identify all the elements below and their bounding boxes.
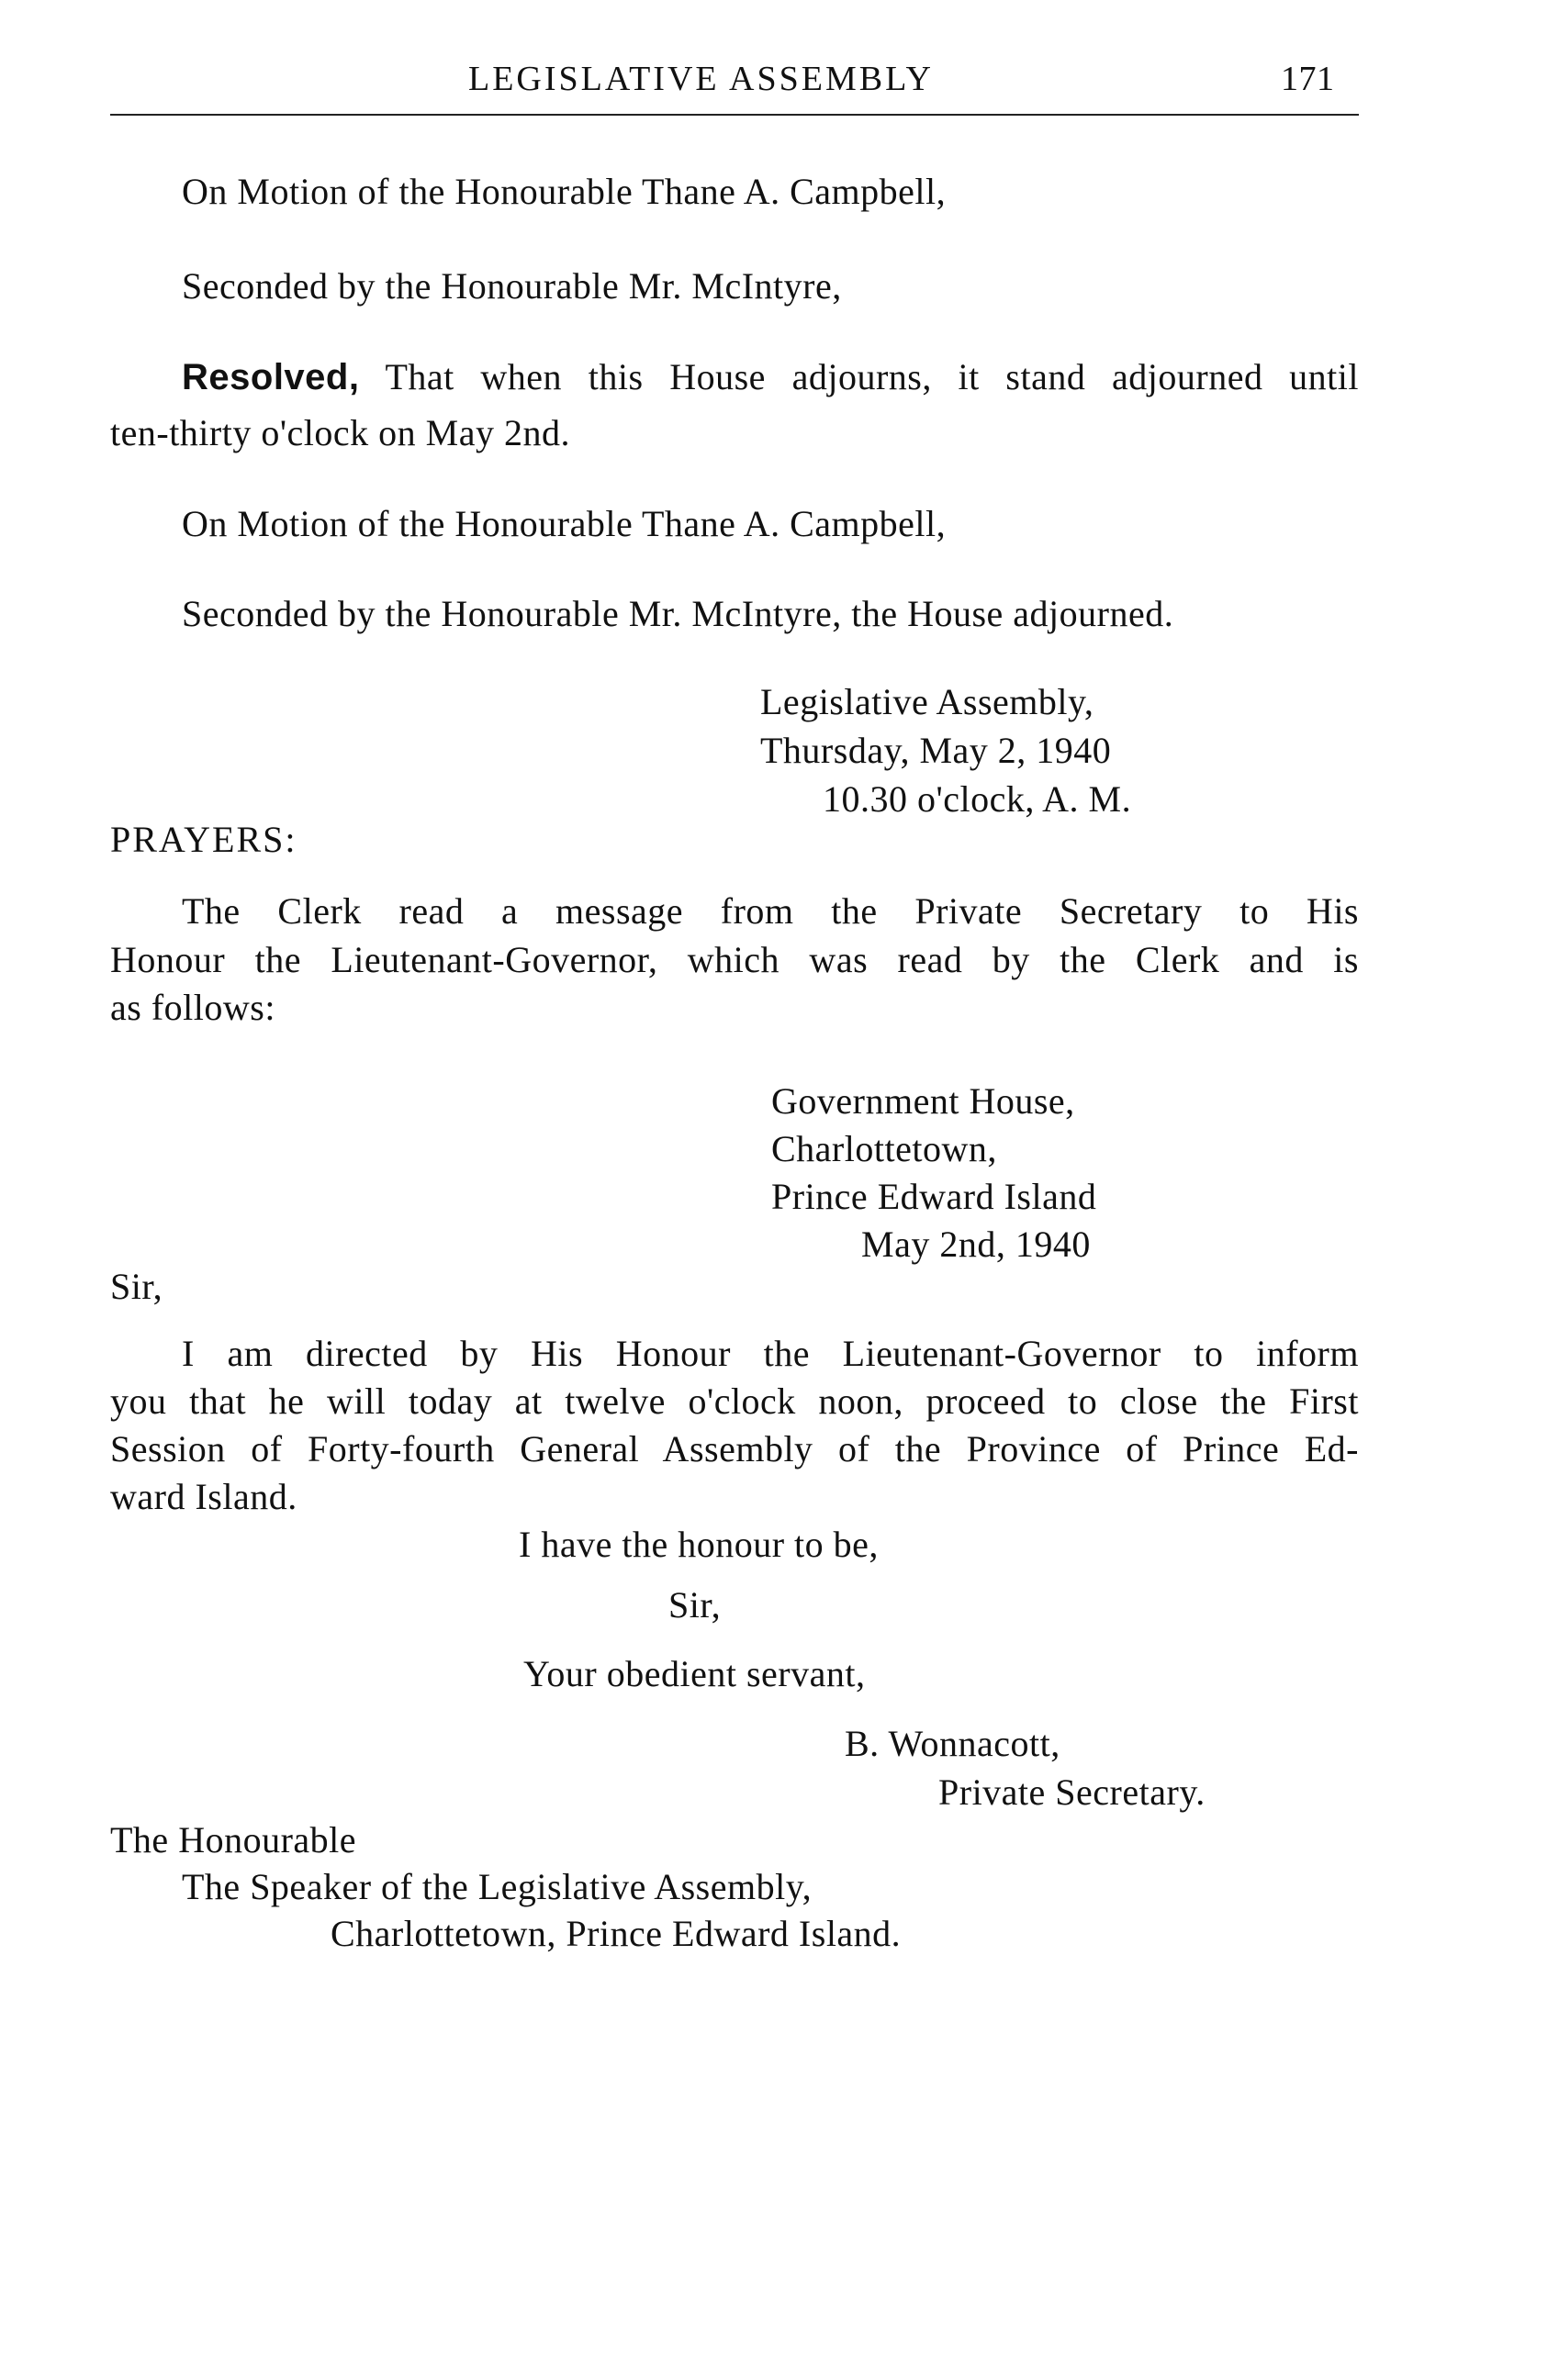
address-line-3: Prince Edward Island (771, 1176, 1097, 1217)
clerk-paragraph-line-2: Honour the Lieutenant-Governor, which was read by the Clerk and is (110, 939, 1359, 980)
prayers-heading: PRAYERS: (110, 819, 297, 860)
motion-2-seconder: Seconded by the Honourable Mr. McIntyre, the House adjourned. (182, 593, 1174, 634)
letter-salutation: Sir, (110, 1266, 163, 1307)
motion-1-mover: On Motion of the Honourable Thane A. Campbell, (182, 171, 947, 212)
address-line-2: Charlottetown, (771, 1128, 997, 1169)
address-line-1: Government House, (771, 1080, 1075, 1122)
sitting-time: 10.30 o'clock, A. M. (823, 778, 1132, 820)
resolved-label: Resolved, (182, 357, 360, 397)
motion-2-mover: On Motion of the Honourable Thane A. Campbell, (182, 503, 947, 544)
letter-body-line-4: ward Island. (110, 1476, 297, 1517)
closing-line-3: Your obedient servant, (523, 1653, 866, 1694)
sitting-body: Legislative Assembly, (760, 681, 1094, 722)
letter-body-line-1: I am directed by His Honour the Lieutenant-Governor to inform (182, 1333, 1359, 1374)
recipient-line-1: The Honourable (110, 1819, 357, 1860)
clerk-paragraph-line-3: as follows: (110, 987, 275, 1028)
recipient-line-2: The Speaker of the Legislative Assembly, (182, 1866, 813, 1907)
recipient-line-3: Charlottetown, Prince Edward Island. (331, 1913, 902, 1954)
clerk-paragraph-line-1: The Clerk read a message from the Private Secretary to His (182, 890, 1359, 932)
letter-body-line-2: you that he will today at twelve o'clock noon, proceed to close the First (110, 1380, 1359, 1422)
signature-title: Private Secretary. (938, 1771, 1206, 1813)
header-rule (110, 114, 1359, 116)
sitting-date: Thursday, May 2, 1940 (760, 730, 1112, 771)
resolved-text-line-1: That when this House adjourns, it stand adjourned until (385, 356, 1360, 397)
page-number: 171 (1281, 60, 1335, 98)
resolution-first-line (182, 355, 1359, 399)
running-header-title: LEGISLATIVE ASSEMBLY (468, 60, 934, 98)
signature-name: B. Wonnacott, (845, 1723, 1060, 1764)
letter-date: May 2nd, 1940 (861, 1224, 1091, 1265)
closing-line-1: I have the honour to be, (519, 1524, 879, 1565)
closing-line-2: Sir, (668, 1584, 722, 1626)
letter-body-line-3: Session of Forty-fourth General Assembly of the Province of Prince Ed- (110, 1428, 1359, 1469)
resolved-text-line-2: ten-thirty o'clock on May 2nd. (110, 412, 570, 453)
motion-1-seconder: Seconded by the Honourable Mr. McIntyre, (182, 265, 842, 307)
